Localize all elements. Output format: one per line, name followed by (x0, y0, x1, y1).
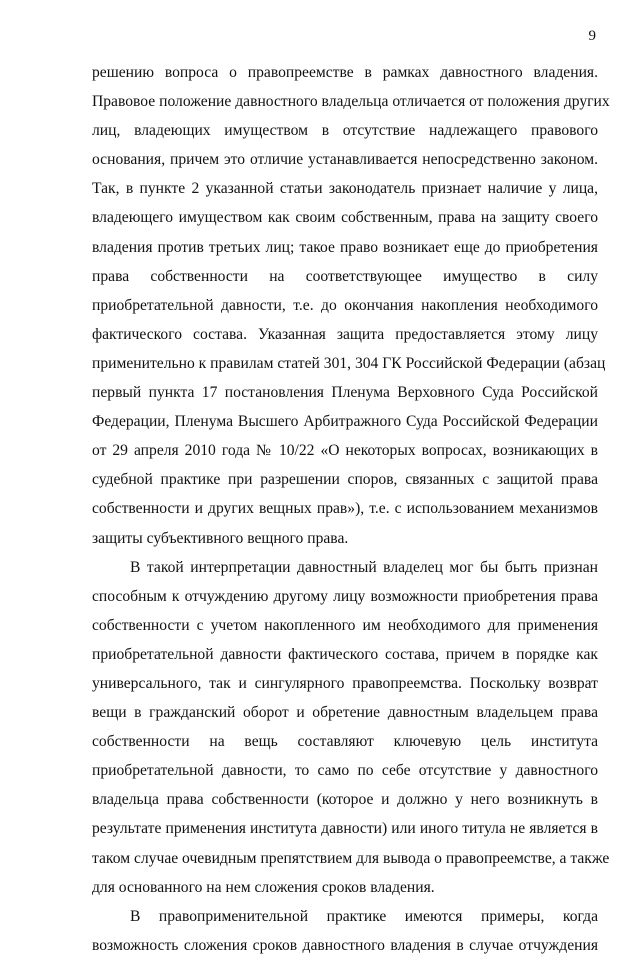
page-number: 9 (588, 28, 596, 44)
text-line: вещи в гражданский оборот и обретение давностным владельцем права (92, 704, 598, 722)
text-line: для основанного на нем сложения сроков владения. (92, 878, 435, 896)
text-line: первый пункта 17 постановления Пленума Верховного Суда Российской (92, 384, 598, 402)
text-line: таком случае очевидным препятствием для вывода о правопреемстве, а также (92, 849, 610, 867)
text-line: приобретательной давности, т.е. до окончания накопления необходимого (92, 296, 598, 314)
text-line: владельца права собственности (которое и должно у него возникнуть в (92, 791, 598, 809)
text-line: возможность сложения сроков давностного владения в случае отчуждения (92, 936, 598, 954)
text-line: защиты субъективного вещного права. (92, 529, 349, 547)
text-line: фактического состава. Указанная защита предоставляется этому лицу (92, 325, 598, 343)
body-text (92, 58, 610, 960)
text-line: результате применения института давности) или иного титула не является в (92, 820, 598, 838)
text-line: Так, в пункте 2 указанной статьи законодатель признает наличие у лица, (92, 180, 598, 198)
text-line: владеющего имуществом как своим собственным, права на защиту своего (92, 209, 598, 227)
text-line: судебной практике при разрешении споров, связанных с защитой права (92, 471, 598, 489)
text-line: собственности с учетом накопленного им необходимого для применения (92, 616, 598, 634)
text-line: приобретательной давности, то само по себе отсутствие у давностного (92, 762, 598, 780)
text-line: Федерации, Пленума Высшего Арбитражного Суда Российской Федерации (92, 413, 598, 431)
text-line: применительно к правилам статей 301, 304 ГК Российской Федерации (абзац (92, 354, 606, 372)
text-line: лиц, владеющих имуществом в отсутствие надлежащего правового (92, 122, 598, 140)
text-line: основания, причем это отличие устанавливается непосредственно законом. (92, 151, 598, 169)
text-line: владения против третьих лиц; такое право возникает еще до приобретения (92, 238, 598, 256)
text-line: от 29 апреля 2010 года № 10/22 «О некоторых вопросах, возникающих в (92, 442, 598, 460)
text-line: собственности на вещь составляют ключевую цель института (92, 733, 598, 751)
text-line: универсального, так и сингулярного правопреемства. Поскольку возврат (92, 674, 598, 692)
text-line: собственности и других вещных прав»), т.е. с использованием механизмов (92, 500, 598, 518)
text-line: В такой интерпретации давностный владелец мог бы быть признан (130, 558, 598, 576)
text-line: приобретательной давности фактического состава, причем в порядке как (92, 645, 598, 663)
text-line: способным к отчуждению другому лицу возможности приобретения права (92, 587, 598, 605)
text-line: права собственности на соответствующее имущество в силу (92, 267, 598, 285)
text-line: решению вопроса о правопреемстве в рамках давностного владения. (92, 64, 598, 81)
text-line: Правовое положение давностного владельца отличается от положения других (92, 93, 610, 111)
text-line: В правоприменительной практике имеются примеры, когда (130, 907, 598, 925)
